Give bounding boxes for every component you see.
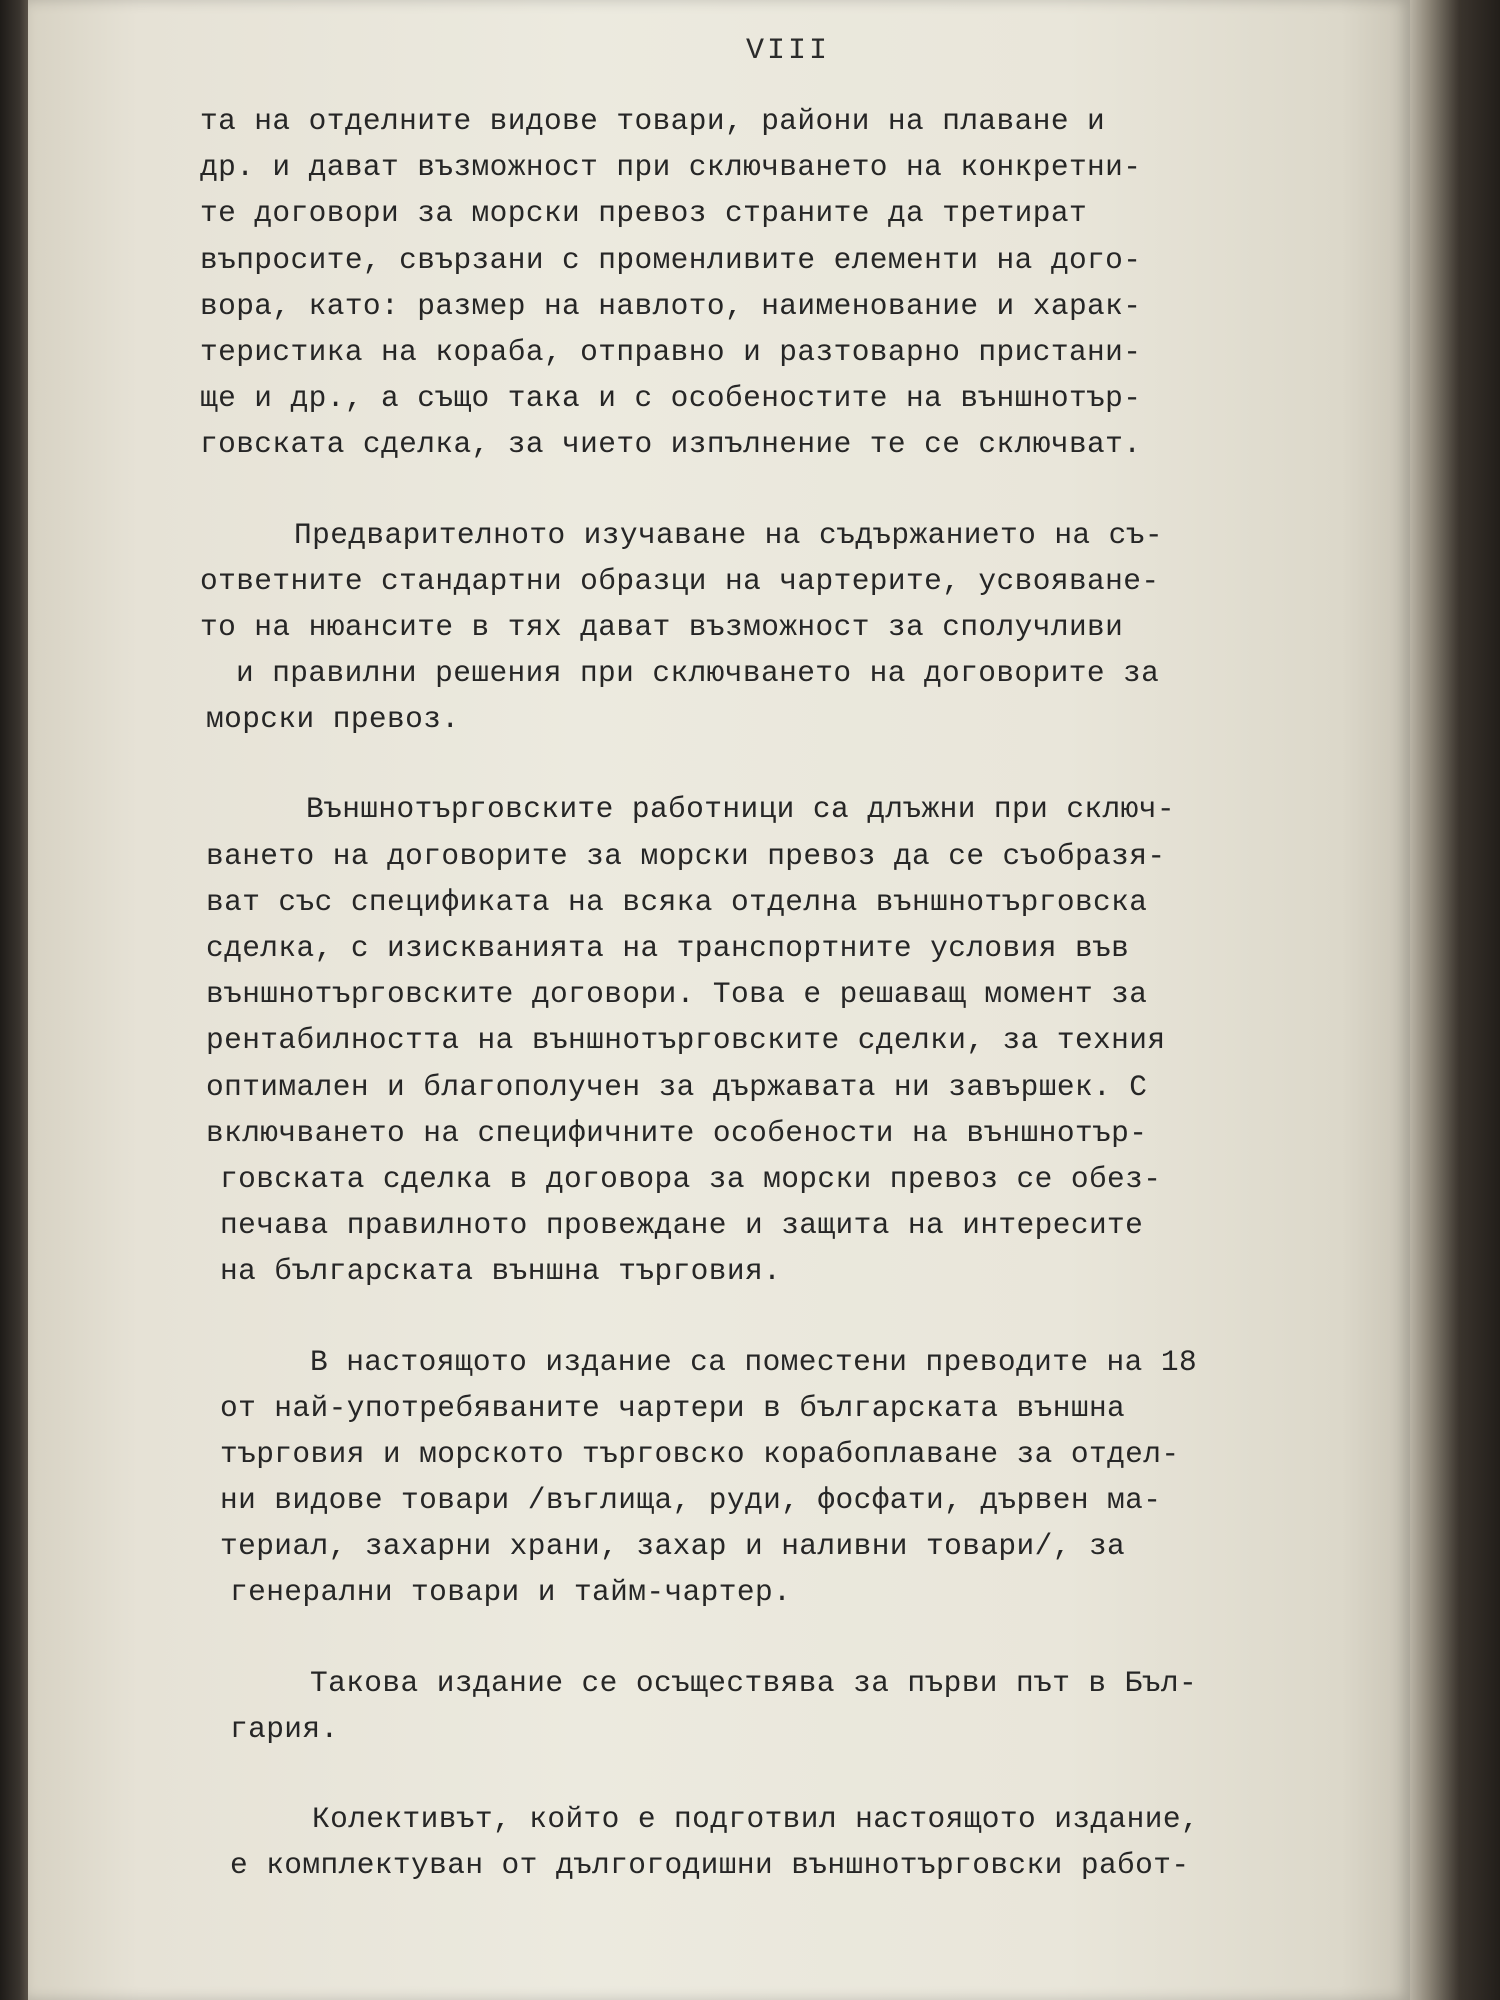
- page-number: VIII: [746, 34, 831, 68]
- text-line: то на нюансите в тях дават възможност за сполучливи: [200, 609, 1124, 644]
- text-line: въпросите, свързани с променливите елементи на дого-: [200, 242, 1142, 277]
- text-line: сделка, с изискванията на транспортните условия във: [206, 931, 1130, 965]
- text-line: В настоящото издание са поместени преводите на 18: [310, 1344, 1198, 1379]
- body-text: [200, 98, 1360, 1888]
- text-line: включването на специфичните особености на външнотър-: [206, 1115, 1148, 1150]
- text-line: ответните стандартни образци на чартерите, усвояване-: [200, 563, 1160, 598]
- text-line: рентабилността на външнотърговските сделки, за техния: [206, 1023, 1166, 1058]
- text-line: ването на договорите за морски превоз да се съобразя-: [206, 838, 1166, 873]
- book-binding-left: [0, 0, 28, 2000]
- text-line: та на отделните видове товари, райони на плаване и: [200, 104, 1106, 138]
- paragraph: [200, 1339, 1360, 1616]
- text-line: говската сделка в договора за морски превоз се обез-: [220, 1161, 1162, 1196]
- book-edge-right: [1410, 0, 1500, 2000]
- text-line: е комплектуван от дългогодишни външнотърговски работ-: [230, 1848, 1190, 1883]
- text-line: Външнотърговските работници са длъжни при сключ-: [306, 792, 1175, 827]
- text-line: оптимален и благополучен за държавата ни завършек. С: [206, 1069, 1148, 1104]
- text-line: Колективът, който е подготвил настоящото издание,: [312, 1802, 1200, 1836]
- text-line: гария.: [230, 1711, 339, 1746]
- text-line: генерални товари и тайм-чартер.: [230, 1575, 792, 1610]
- text-line: ни видове товари /въглища, руди, фосфати, дървен ма-: [220, 1483, 1162, 1518]
- text-line: теристика на кораба, отправно и разтоварно пристани-: [200, 334, 1142, 369]
- text-line: ват със спецификата на всяка отделна външнотърговска: [206, 884, 1148, 919]
- text-line: ще и др., а също така и с особеностите на външнотър-: [200, 381, 1142, 416]
- paragraph: [200, 512, 1360, 743]
- text-line: и правилни решения при сключването на договорите за: [236, 656, 1160, 691]
- text-line: външнотърговските договори. Това е решаващ момент за: [206, 977, 1148, 1012]
- text-line: вора, като: размер на навлото, наименование и харак-: [200, 288, 1142, 323]
- text-line: те договори за морски превоз страните да третират: [200, 196, 1088, 231]
- text-line: Предварителното изучаване на съдържанието на съ-: [294, 517, 1163, 552]
- paragraph: [200, 1796, 1360, 1888]
- text-line: морски превоз.: [206, 702, 460, 737]
- text-line: търговия и морското търговско корабоплаване за отдел-: [220, 1436, 1180, 1471]
- text-line: териал, захарни храни, захар и наливни товари/, за: [220, 1529, 1126, 1564]
- text-line: от най-употребяваните чартери в българската външна: [220, 1390, 1126, 1425]
- paragraph: [200, 786, 1360, 1294]
- paragraph: [200, 98, 1360, 468]
- paragraph: [200, 1660, 1360, 1752]
- text-line: печава правилното провеждане и защита на интересите: [220, 1208, 1144, 1243]
- text-line: на българската външна търговия.: [220, 1254, 782, 1289]
- text-line: говската сделка, за чието изпълнение те се сключват.: [200, 427, 1142, 462]
- text-line: Такова издание се осъществява за първи път в Бъл-: [310, 1665, 1198, 1700]
- text-line: др. и дават възможност при сключването на конкретни-: [200, 150, 1142, 185]
